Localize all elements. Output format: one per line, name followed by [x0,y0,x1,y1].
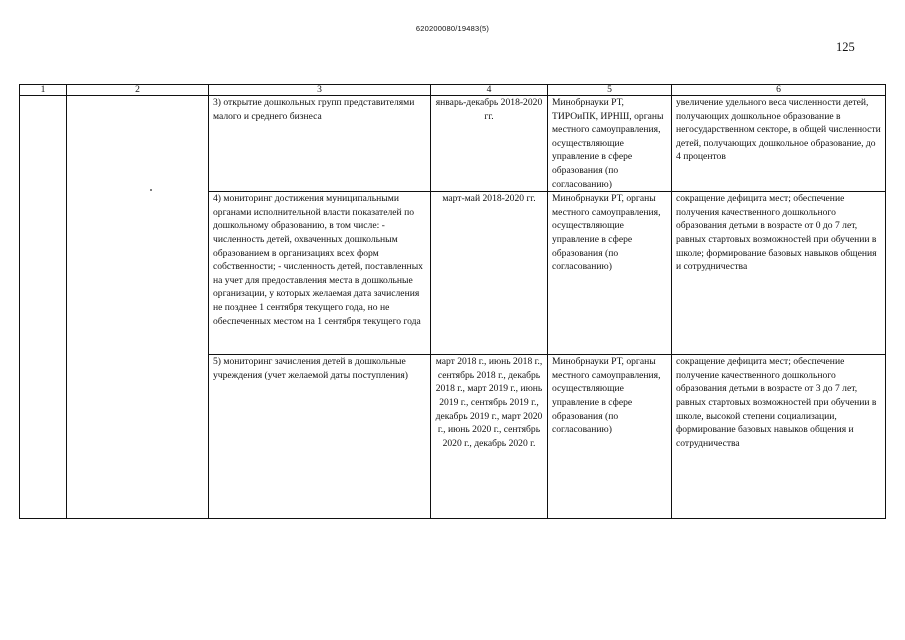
measure-cell: 3) открытие дошкольных групп представителями малого и среднего бизнеса [209,96,431,192]
deadline-cell: март 2018 г., июнь 2018 г., сентябрь 2018 г., декабрь 2018 г., март 2019 г., июнь 2019 г., сентябрь 2019 г., декабрь 2019 г., март 2020 г., июнь 2020 г., сентябрь 2020 г., декабрь 2020 г. [431,355,548,519]
column-header-1: 1 [20,85,67,96]
measure-cell: 5) мониторинг зачисления детей в дошкольные учреждения (учет желаемой даты поступления) [209,355,431,519]
column-header-3: 3 [209,85,431,96]
measures-table [19,84,886,519]
column-header-2: 2 [67,85,209,96]
executor-cell: Минобрнауки РТ, ТИРОиПК, ИРНШ, органы местного самоуправления, осуществляющие управление в сфере образования (по согласованию) [548,96,672,192]
result-cell: увеличение удельного веса численности детей, получающих дошкольное образование в негосударственном секторе, в общей численности детей, получающих дошкольное образование, до 4 процентов [672,96,886,192]
result-cell: сокращение дефицита мест; обеспечение получения качественного дошкольного образования детьми в возрасте от 0 до 7 лет, равных стартовых возможностей при обучении в школе; формирование базовых навыков общения и сотрудничества [672,192,886,355]
measure-cell: 4) мониторинг достижения муниципальными органами исполнительной власти показателей по дошкольному образованию, в том числе: - численность детей, охваченных дошкольным образованием в организациях всех форм собственности; - численность детей, поставленных на учет для предоставления места в дошкольные организации, у которых желаемая дата зачисления не позднее 1 сентября текущего года, но не обеспеченных местом на 1 сентября текущего года [209,192,431,355]
deadline-cell: январь-декабрь 2018-2020 гг. [431,96,548,192]
column-header-4: 4 [431,85,548,96]
row-number-cell [20,96,67,519]
scan-speck [150,189,152,191]
task-cell [67,96,209,519]
page-number: 125 [836,40,855,54]
executor-cell: Минобрнауки РТ, органы местного самоуправления, осуществляющие управление в сфере образования (по согласованию) [548,192,672,355]
table-row [20,96,886,192]
header-row [20,85,886,96]
result-cell: сокращение дефицита мест; обеспечение получение качественного дошкольного образования детьми в возрасте от 3 до 7 лет, равных стартовых возможностей при обучении в школе, высокой степени социализации, формирование базовых навыков общения и сотрудничества [672,355,886,519]
deadline-cell: март-май 2018-2020 гг. [431,192,548,355]
column-header-6: 6 [672,85,886,96]
document-id: 620200080/19483(5) [415,24,490,33]
executor-cell: Минобрнауки РТ, органы местного самоуправления, осуществляющие управление в сфере образования (по согласованию) [548,355,672,519]
column-header-5: 5 [548,85,672,96]
